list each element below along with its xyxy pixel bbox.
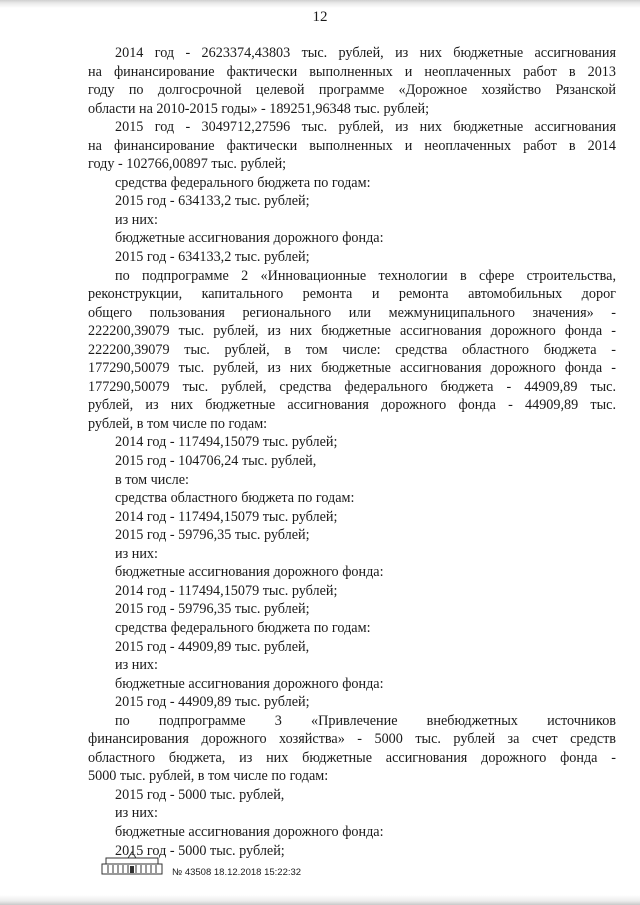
text-line: 2015 год - 59796,35 тыс. рублей; (115, 527, 310, 544)
text-line: из них: (115, 657, 158, 674)
text-line: по подпрограмме 2 «Инновационные технологии в сфере строительства, (115, 267, 616, 284)
text-line: 2015 год - 59796,35 тыс. рублей; (115, 601, 310, 618)
text-line: из них: (115, 545, 158, 562)
text-line: 2015 год - 104706,24 тыс. рублей, (115, 453, 317, 470)
text-line: по подпрограмме 3 «Привлечение внебюджетных источников (115, 712, 616, 729)
text-line: 177290,50079 тыс. рублей, средства федерального бюджета - 44909,89 тыс. (88, 378, 616, 395)
text-line: 2015 год - 44909,89 тыс. рублей, (115, 638, 310, 655)
text-line: 2015 год - 634133,2 тыс. рублей; (115, 193, 310, 210)
text-line: средства федерального бюджета по годам: (115, 619, 371, 636)
text-line: на финансирование фактически выполненных и неоплаченных работ в 2013 (88, 63, 616, 80)
page-number: 12 (312, 9, 328, 25)
page-footer (100, 850, 520, 890)
text-line: общего пользования регионального или межмуниципального значения» - (88, 304, 616, 321)
text-line: 2015 год - 634133,2 тыс. рублей; (115, 249, 310, 266)
scan-bottom-edge (0, 895, 640, 905)
text-line: бюджетные ассигнования дорожного фонда: (115, 823, 384, 840)
text-line: году по долгосрочной целевой программе «Дорожное хозяйство Рязанской (88, 82, 616, 99)
text-line: 2015 год - 5000 тыс. рублей; (115, 842, 285, 859)
building-stamp-icon (100, 850, 164, 876)
text-line: бюджетные ассигнования дорожного фонда: (115, 564, 384, 581)
document-body (88, 44, 616, 860)
text-line: бюджетные ассигнования дорожного фонда: (115, 230, 384, 247)
text-line: областного бюджета, из них бюджетные ассигнования дорожного фонда - (88, 749, 616, 766)
text-line: области на 2010-2015 годы» - 189251,96348 тыс. рублей; (88, 100, 430, 117)
text-line: 5000 тыс. рублей, в том числе по годам: (88, 768, 329, 785)
text-line: 2014 год - 117494,15079 тыс. рублей; (115, 582, 338, 599)
text-line: рублей, из них бюджетные ассигнования дорожного фонда - 44909,89 тыс. (88, 397, 616, 414)
text-line: 2014 год - 2623374,43803 тыс. рублей, из них бюджетные ассигнования (115, 45, 616, 61)
text-line: реконструкции, капитального ремонта и ремонта автомобильных дорог (88, 286, 616, 303)
text-line: 2014 год - 117494,15079 тыс. рублей; (115, 434, 338, 451)
text-line: 2015 год - 3049712,27596 тыс. рублей, из них бюджетные ассигнования (115, 119, 616, 136)
text-line: 2015 год - 44909,89 тыс. рублей; (115, 694, 310, 711)
text-line: 2014 год - 117494,15079 тыс. рублей; (115, 508, 338, 525)
registration-stamp-text: № 43508 18.12.2018 15:22:32 (172, 867, 302, 878)
text-line: 2015 год - 5000 тыс. рублей, (115, 786, 285, 803)
text-line: из них: (115, 805, 158, 822)
text-line: 177290,50079 тыс. рублей, из них бюджетные ассигнования дорожного фонда - (88, 360, 616, 377)
text-line: средства федерального бюджета по годам: (115, 174, 371, 191)
text-line: 222200,39079 тыс. рублей, из них бюджетные ассигнования дорожного фонда - (88, 323, 616, 340)
text-line: на финансирование фактически выполненных и неоплаченных работ в 2014 (88, 137, 616, 154)
text-line: средства областного бюджета по годам: (115, 490, 355, 507)
text-line: году - 102766,00897 тыс. рублей; (88, 156, 287, 173)
scan-top-edge (0, 0, 640, 8)
text-line: из них: (115, 211, 158, 228)
text-line: бюджетные ассигнования дорожного фонда: (115, 675, 384, 692)
text-line: рублей, в том числе по годам: (88, 415, 268, 432)
text-line: финансирования дорожного хозяйства» - 5000 тыс. рублей за счет средств (88, 731, 616, 748)
text-line: 222200,39079 тыс. рублей, в том числе: средства областного бюджета - (88, 341, 616, 358)
text-line: в том числе: (115, 471, 189, 488)
